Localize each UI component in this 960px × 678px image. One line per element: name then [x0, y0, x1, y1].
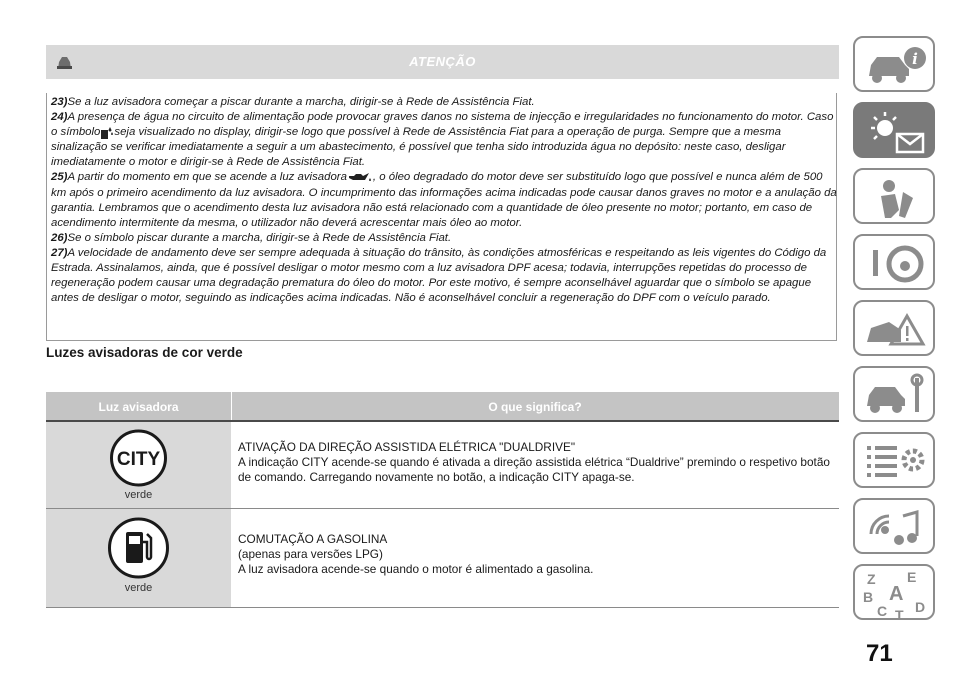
meaning-text: A luz avisadora acende-se quando o motor é alimentado a gasolina.	[238, 562, 594, 576]
alphabetical-index-icon	[855, 566, 937, 622]
page-number: 71	[866, 640, 893, 667]
meaning-cell	[238, 440, 831, 485]
table-row	[46, 509, 839, 608]
column-header: O que significa?	[488, 400, 582, 414]
warning-header	[46, 45, 839, 79]
svg-text:Z: Z	[867, 571, 876, 587]
warning-lights-icon	[855, 104, 937, 160]
table-header	[46, 392, 839, 422]
lamp-color-label: verde	[124, 489, 153, 501]
meaning-title: COMUTAÇÃO A GASOLINA	[238, 532, 388, 546]
column-header: Luz avisadora	[98, 400, 179, 414]
section-title: Luzes avisadoras de cor verde	[46, 345, 243, 360]
warning-body	[46, 93, 837, 341]
oil-degradation-icon	[347, 171, 373, 184]
svg-text:B: B	[863, 589, 874, 605]
svg-text:D: D	[915, 599, 926, 615]
tab-alphabetical-index[interactable]	[853, 564, 935, 620]
steering-wheel-icon	[855, 236, 937, 292]
warning-note: 23)Se a luz avisadora começar a piscar durante a marcha, dirigir-se à Rede de Assistência Fiat.	[51, 96, 535, 108]
seat-safety-icon	[855, 170, 937, 226]
tab-multimedia[interactable]	[853, 498, 935, 554]
svg-text:i: i	[912, 50, 918, 68]
svg-text:T: T	[895, 607, 904, 622]
svg-text:C: C	[877, 603, 888, 619]
car-info-icon	[855, 38, 937, 94]
car-emergency-icon	[855, 302, 937, 358]
svg-text:E: E	[907, 569, 917, 585]
car-maintenance-icon	[855, 368, 937, 424]
city-lamp-text: CITY	[116, 449, 161, 470]
meaning-subtitle: (apenas para versões LPG)	[238, 547, 383, 561]
tab-emergency[interactable]	[853, 300, 935, 356]
warning-note: 27)A velocidade de andamento deve ser sempre adequada à situação do trânsito, às condições atmosféricas e respeitando as leis vigentes do Código da Estrada. Assinalamos, ainda, que é possível desligar o motor mesmo com a luz avisadora DPF acesa; todavia, interrupções repetidas do processo de regeneração podem causar uma degradação prematura do óleo do motor. Por este motivo, é sempre aconselhável aguardar que o símbolo se apague antes de desligar o motor, seguindo as indicações acima indicadas. Não é aconselhável concluir a regeneração do DPF com o veículo parado.	[51, 246, 827, 305]
warning-note: 26)Se o símbolo piscar durante a marcha, dirigir-se à Rede de Assistência Fiat.	[51, 231, 452, 244]
warning-note: 24)A presença de água no circuito de alimentação pode provocar graves danos no sistema de injecção e irregularidades no funcionamento do motor. Caso o símbolo seja visualizado no display, dirigir-se logo que possível à Rede de Assistência Fiat para a operação de purga. Sempre que a mesma sinalização se verificar imediatamente a seguir a um abastecimento, é possível que tenha sido introduzida água no depósito: neste caso, desligar imediatamente o motor e dirigir-se à Rede de Assistência Fiat.	[51, 111, 834, 169]
multimedia-icon	[855, 500, 937, 556]
tab-safety[interactable]	[853, 168, 935, 224]
meaning-cell	[238, 532, 831, 577]
tab-technical-data[interactable]	[853, 432, 935, 488]
warning-text	[51, 95, 839, 306]
technical-data-icon	[855, 434, 937, 490]
water-in-fuel-icon	[100, 126, 114, 139]
warning-note: 25)A partir do momento em que se acende a luz avisadora , o óleo degradado do motor deve ser substituído logo que possível e nunca além de 500 km após o primeiro acendimento da luz avisadora. O incumprimento das informações acima indicadas pode causar danos graves no motor e a anulação da garantia. Lembramos que o acendimento desta luz avisadora não está relacionado com a quantidade de óleo presente no motor; portanto, em caso de acendimento intermitente da mesma, o utilizador não deverá acrescentar mais óleo ao motor.	[51, 171, 837, 229]
tab-driving[interactable]	[853, 234, 935, 290]
lamp-color-label: verde	[124, 582, 153, 594]
meaning-text: A indicação CITY acende-se quando é ativada a direção assistida elétrica “Dualdrive” premindo o respetivo botão de comando. Carregando novamente no botão, a indicação CITY apaga-se.	[238, 455, 830, 484]
tab-maintenance[interactable]	[853, 366, 935, 422]
lamp-cell	[46, 509, 231, 608]
warning-title: ATENÇÃO	[409, 54, 476, 69]
row-divider	[46, 607, 839, 608]
tab-car-info[interactable]	[853, 36, 935, 92]
table-row	[46, 422, 839, 509]
city-lamp-icon	[46, 422, 231, 492]
tab-warning-lights[interactable]	[853, 102, 935, 158]
svg-text:A: A	[889, 583, 904, 605]
lamp-cell	[46, 422, 231, 509]
meaning-title: ATIVAÇÃO DA DIREÇÃO ASSISTIDA ELÉTRICA "DUALDRIVE"	[238, 440, 576, 454]
fuel-pump-icon	[46, 509, 231, 584]
